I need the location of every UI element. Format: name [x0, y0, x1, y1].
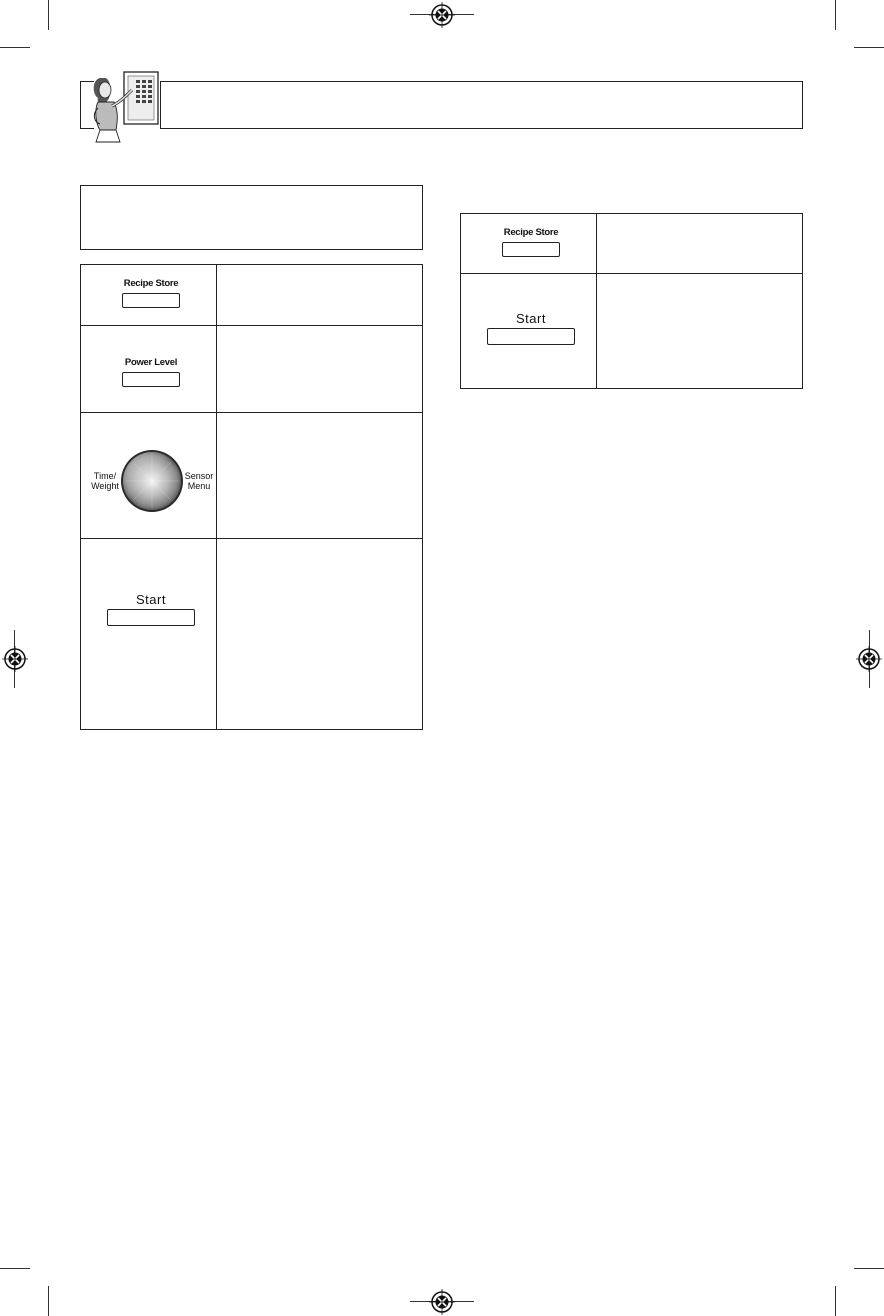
recipe-store-label: Recipe Store — [123, 278, 179, 289]
registration-mark-icon — [856, 646, 882, 672]
registration-mark-icon — [429, 1289, 455, 1315]
chef-illustration-icon — [86, 68, 162, 144]
right-steps-table — [460, 213, 803, 389]
recipe-store-button[interactable] — [502, 242, 560, 257]
start-label: Start — [136, 592, 166, 607]
crop-mark — [854, 47, 884, 48]
table-row — [461, 214, 802, 274]
table-row — [81, 539, 422, 729]
start-button[interactable] — [107, 609, 195, 626]
power-level-button[interactable] — [122, 372, 180, 387]
sensor-menu-label: Sensor Menu — [184, 471, 214, 491]
registration-mark-icon — [2, 646, 28, 672]
power-level-label: Power Level — [124, 357, 178, 368]
table-row — [81, 265, 422, 326]
crop-mark — [835, 1286, 836, 1316]
table-row — [81, 326, 422, 413]
table-row — [81, 413, 422, 539]
start-label: Start — [516, 311, 546, 326]
time-weight-label: Time/ Weight — [91, 471, 119, 491]
recipe-store-label: Recipe Store — [503, 227, 559, 238]
registration-mark-icon — [429, 2, 455, 28]
section-header-banner — [160, 81, 803, 129]
crop-mark — [835, 0, 836, 30]
recipe-store-button[interactable] — [122, 293, 180, 308]
time-weight-sensor-menu-dial[interactable] — [120, 449, 184, 513]
crop-mark — [0, 47, 30, 48]
crop-mark — [854, 1268, 884, 1269]
table-row — [461, 274, 802, 388]
crop-mark — [48, 0, 49, 30]
crop-mark — [48, 1286, 49, 1316]
left-intro-box — [80, 185, 423, 250]
left-steps-table — [80, 264, 423, 730]
crop-mark — [0, 1268, 30, 1269]
start-button[interactable] — [487, 328, 575, 345]
